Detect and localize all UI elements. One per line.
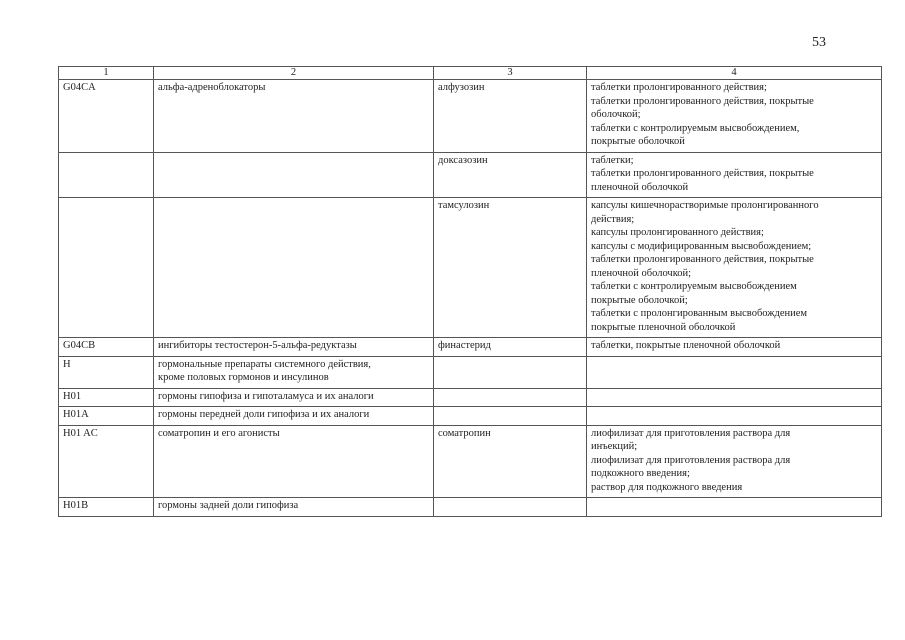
dosage-form-line: таблетки пролонгированного действия, покрытые [591, 168, 814, 179]
drug-name-cell [434, 498, 587, 517]
atc-code-cell: H01 AC [59, 425, 154, 498]
group-name-line: ингибиторы тестостерон-5-альфа-редуктазы [158, 340, 357, 351]
group-name-line: альфа-адреноблокаторы [158, 82, 266, 93]
table-row [59, 152, 882, 198]
dosage-forms-cell [587, 388, 882, 407]
drug-name-cell: доксазозин [434, 152, 587, 198]
dosage-form-line: действия; [591, 213, 635, 225]
drug-name-cell [434, 356, 587, 388]
dosage-forms-cell [587, 338, 882, 357]
dosage-form-line: капсулы кишечнорастворимые пролонгированного [591, 200, 819, 211]
column-header-3: 3 [434, 67, 587, 80]
group-name-line: кроме половых гормонов и инсулинов [158, 372, 329, 383]
dosage-forms-cell [587, 356, 882, 388]
group-name-cell [154, 407, 434, 426]
group-name-line: гормоны гипофиза и гипоталамуса и их аналоги [158, 390, 374, 402]
dosage-form-line: таблетки пролонгированного действия, покрытые [591, 95, 814, 107]
dosage-form-line: таблетки с пролонгированным высвобождением [591, 308, 808, 319]
group-name-cell [154, 198, 434, 338]
group-name-line: гормоны передней доли гипофиза и их аналоги [158, 409, 370, 420]
table-row [59, 425, 882, 498]
dosage-form-line: покрытые оболочкой [591, 136, 685, 147]
atc-code-cell: H01 [59, 388, 154, 407]
dosage-form-line: пленочной оболочкой [591, 181, 689, 193]
dosage-form-line: таблетки пролонгированного действия, покрытые [591, 254, 814, 265]
table-row [59, 388, 882, 407]
dosage-form-line: таблетки; [591, 154, 634, 166]
dosage-forms-cell [587, 407, 882, 426]
dosage-form-line: подкожного введения; [591, 468, 690, 479]
dosage-form-line: пленочной оболочкой; [591, 267, 692, 279]
dosage-form-line: инъекций; [591, 441, 638, 452]
group-name-cell [154, 498, 434, 517]
dosage-form-line: капсулы пролонгированного действия; [591, 227, 764, 238]
group-name-cell [154, 425, 434, 498]
group-name-cell [154, 152, 434, 198]
group-name-line: соматропин и его агонисты [158, 427, 280, 439]
dosage-form-line: раствор для подкожного введения [591, 481, 743, 493]
drug-name-cell: соматропин [434, 425, 587, 498]
table-row [59, 338, 882, 357]
atc-code-cell: H01A [59, 407, 154, 426]
drug-name-cell [434, 388, 587, 407]
table-row [59, 80, 882, 153]
table-body [59, 80, 882, 517]
dosage-form-line: покрытые оболочкой; [591, 294, 688, 306]
header-row [59, 67, 882, 80]
group-name-cell [154, 388, 434, 407]
dosage-forms-cell [587, 425, 882, 498]
dosage-forms-cell [587, 80, 882, 153]
dosage-form-line: таблетки с контролируемым высвобождением, [591, 122, 800, 134]
drug-name-cell [434, 407, 587, 426]
drug-name-cell: алфузозин [434, 80, 587, 153]
dosage-form-line: капсулы с модифицированным высвобождением; [591, 240, 812, 252]
atc-code-cell: H [59, 356, 154, 388]
table-row [59, 498, 882, 517]
group-name-line: гормоны задней доли гипофиза [158, 500, 299, 511]
table-row [59, 407, 882, 426]
atc-code-cell [59, 198, 154, 338]
column-header-4: 4 [587, 67, 882, 80]
group-name-line: гормональные препараты системного действия, [158, 358, 371, 370]
dosage-form-line: таблетки, покрытые пленочной оболочкой [591, 340, 781, 351]
table-row [59, 198, 882, 338]
table-row [59, 356, 882, 388]
atc-code-cell: H01B [59, 498, 154, 517]
group-name-cell [154, 356, 434, 388]
group-name-cell [154, 338, 434, 357]
dosage-form-line: лиофилизат для приготовления раствора для [591, 454, 791, 466]
drug-table [58, 66, 882, 517]
dosage-form-line: покрытые пленочной оболочкой [591, 321, 736, 333]
column-header-2: 2 [154, 67, 434, 80]
atc-code-cell: G04CA [59, 80, 154, 153]
atc-code-cell [59, 152, 154, 198]
dosage-forms-cell [587, 152, 882, 198]
group-name-cell [154, 80, 434, 153]
dosage-form-line: лиофилизат для приготовления раствора для [591, 427, 791, 439]
atc-code-cell: G04CB [59, 338, 154, 357]
drug-name-cell: тамсулозин [434, 198, 587, 338]
page-number: 53 [812, 35, 826, 50]
dosage-forms-cell [587, 198, 882, 338]
dosage-forms-cell [587, 498, 882, 517]
dosage-form-line: таблетки с контролируемым высвобождением [591, 281, 797, 292]
dosage-form-line: оболочкой; [591, 109, 641, 120]
dosage-form-line: таблетки пролонгированного действия; [591, 82, 767, 93]
drug-name-cell: финастерид [434, 338, 587, 357]
column-header-1: 1 [59, 67, 154, 80]
